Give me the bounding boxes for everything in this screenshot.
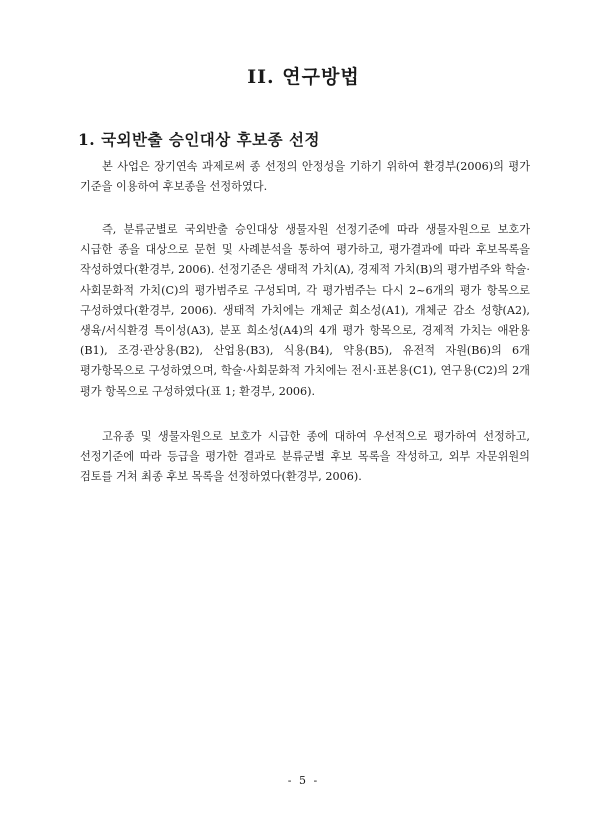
body-paragraph-1: 본 사업은 장기연속 과제로써 종 선정의 안정성을 기하기 위하여 환경부(2006)의 평가 기준을 이용하여 후보종을 선정하였다.: [80, 160, 530, 194]
body-paragraph-3: 고유종 및 생물자원으로 보호가 시급한 종에 대하여 우선적으로 평가하여 선정하고, 선정기준에 따라 등급을 평가한 결과로 분류군별 후보 목록을 작성하고, 외부 자문위원의 검토를 거쳐 최종 후보 목록을 선정하였다(환경부, 2006).: [80, 430, 530, 484]
page-number: - 5 -: [287, 774, 320, 787]
section-title: 1. 국외반출 승인대상 후보종 선정: [78, 130, 320, 149]
chapter-title: II. 연구방법: [247, 66, 360, 88]
body-paragraph-2: 즉, 분류군별로 국외반출 승인대상 생물자원 선정기준에 따라 생물자원으로 보호가 시급한 종을 대상으로 문헌 및 사례분석을 통하여 평가하고, 평가결과에 따라 후보목록을 작성하였다(환경부, 2006). 선정기준은 생태적 가치(A), 경제적 가치(B)의 평가범주와 학술·사회문화적 가치(C)의 평가범주로 구성되며, 각 평가범주는 다시 2~6개의 평가 항목으로 구성하였다(환경부, 2006). 생태적 가치에는 개체군 희소성(A1), 개체군 감소 성향(A2), 생육/서식환경 특이성(A3), 분포 희소성(A4)의 4개 평가 항목으로, 경제적 가치는 애완용(B1), 조경·관상용(B2), 산업용(B3), 식용(B4), 약용(B5), 유전적 자원(B6)의 6개 평가항목으로 구성하였으며, 학술·사회문화적 가치에는 전시·표본용(C1), 연구용(C2)의 2개 평가 항목으로 구성하였다(표 1; 환경부, 2006).: [80, 223, 530, 398]
